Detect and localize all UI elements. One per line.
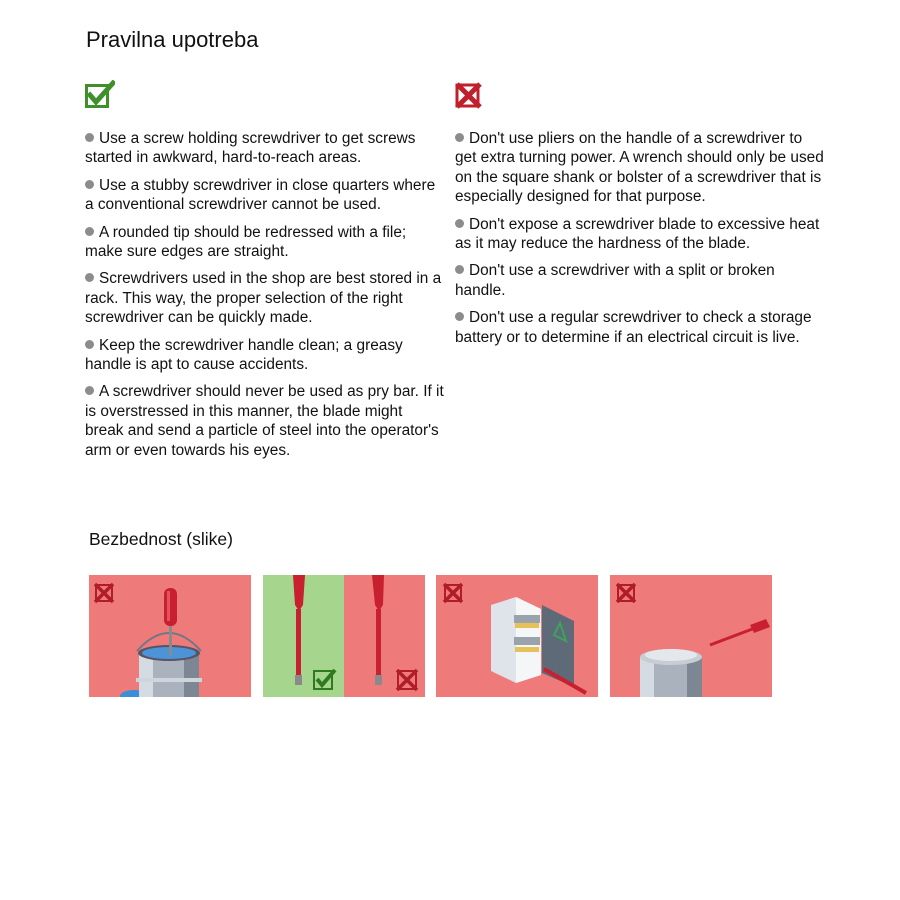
bullet-icon: [455, 133, 464, 142]
bullet-icon: [455, 312, 464, 321]
list-item: Use a screw holding screwdriver to get screws started in awkward, hard-to-reach areas.: [85, 130, 416, 167]
bullet-icon: [85, 227, 94, 236]
dont-list: [455, 129, 827, 355]
list-item: A screwdriver should never be used as pry bar. If it is overstressed in this manner, the blade might break and send a particle of steel into the operator's arm or even towards his eyes.: [85, 383, 444, 459]
list-item: Keep the screwdriver handle clean; a greasy handle is apt to cause accidents.: [85, 336, 403, 374]
list-item: Don't use a regular screwdriver to check a storage battery or to determine if an electrical circuit is live.: [455, 309, 812, 346]
list-item: Don't use a screwdriver with a split or broken handle.: [455, 262, 775, 299]
bullet-icon: [85, 386, 94, 395]
list-item: Use a stubby screwdriver in close quarters where a conventional screwdriver cannot be used.: [85, 176, 436, 214]
bullet-icon: [85, 273, 94, 282]
check-icon: [85, 80, 115, 110]
image-electrical-panel: [436, 575, 598, 697]
cross-icon: [454, 80, 484, 110]
image-screwdriver-tips: [263, 575, 425, 697]
images-title: Bezbednost (slike): [89, 529, 233, 549]
bullet-icon: [455, 219, 464, 228]
page-title: Pravilna upotreba: [86, 27, 259, 52]
bullet-icon: [85, 180, 94, 189]
image-paint-can-stirring: [89, 575, 251, 697]
do-list: [85, 129, 445, 468]
list-item: Screwdrivers used in the shop are best stored in a rack. This way, the proper selection of the right screwdriver can be quickly made.: [85, 270, 442, 327]
bullet-icon: [85, 340, 94, 349]
list-item: Don't expose a screwdriver blade to excessive heat as it may reduce the hardness of the blade.: [455, 215, 820, 253]
list-item: Don't use pliers on the handle of a screwdriver to get extra turning power. A wrench should only be used on the square shank or bolster of a screwdriver that is especially designed for that purpose.: [455, 130, 824, 206]
bullet-icon: [85, 133, 94, 142]
list-item: A rounded tip should be redressed with a file; make sure edges are straight.: [85, 223, 407, 261]
image-paint-can-lid: [610, 575, 772, 697]
bullet-icon: [455, 265, 464, 274]
